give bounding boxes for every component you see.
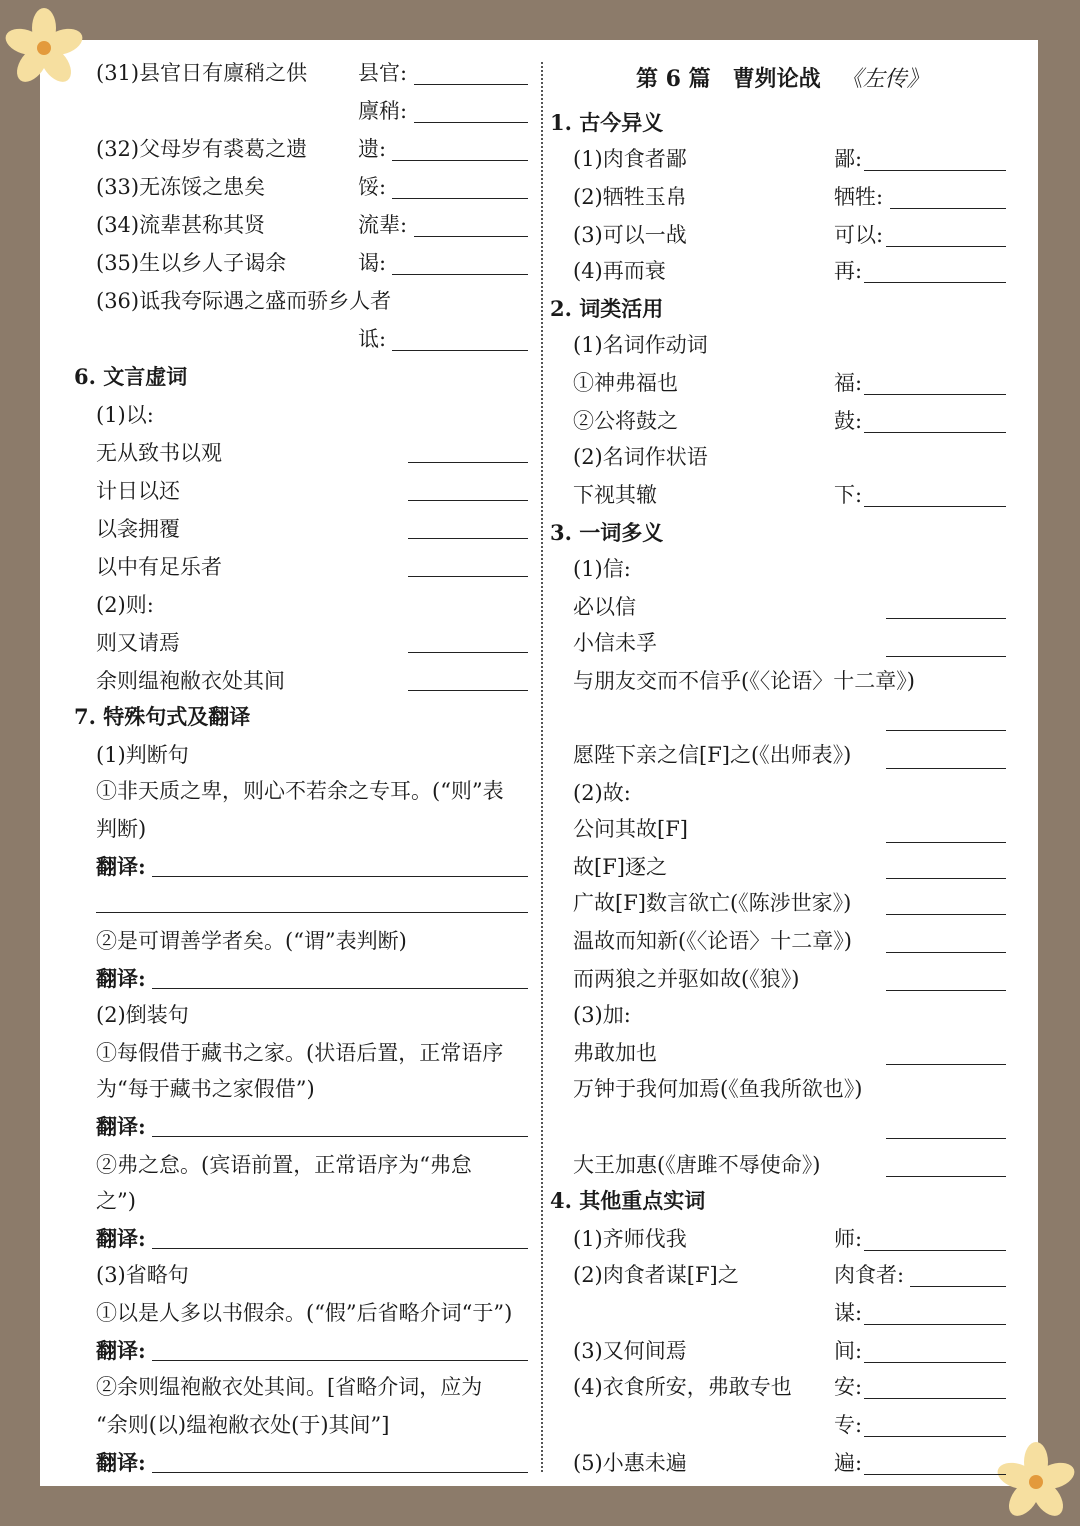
left-line: (3)省略句: [96, 1263, 189, 1287]
left-line: 以衾拥覆: [96, 517, 180, 541]
left-line: ①每假借于藏书之家。(状语后置，正常语序: [96, 1041, 504, 1065]
answer-blank[interactable]: [96, 912, 528, 913]
left-line: 以中有足乐者: [96, 555, 222, 579]
right-line: 可以:: [834, 223, 884, 247]
answer-blank[interactable]: [864, 1324, 1006, 1325]
right-line: 而两狼之并驱如故(《狼》): [573, 967, 800, 991]
right-line: (2)名词作状语: [573, 445, 708, 469]
answer-blank[interactable]: [392, 274, 528, 275]
answer-blank[interactable]: [152, 1248, 528, 1249]
answer-blank[interactable]: [890, 208, 1006, 209]
left-line: (2)倒装句: [96, 1003, 189, 1027]
right-line: 下:: [834, 483, 863, 507]
left-line: 7. 特殊句式及翻译: [74, 704, 251, 729]
left-line: 无从致书以观: [96, 441, 222, 465]
answer-blank[interactable]: [886, 878, 1006, 879]
right-line: 师:: [834, 1227, 863, 1251]
answer-blank[interactable]: [886, 768, 1006, 769]
right-line: 安:: [834, 1375, 863, 1399]
right-line: 鼓:: [834, 409, 863, 433]
left-line: ②弗之怠。(宾语前置，正常语序为“弗怠: [96, 1153, 472, 1177]
answer-blank[interactable]: [864, 170, 1006, 171]
left-line: 遗:: [358, 137, 387, 161]
left-line: 廪稍:: [358, 99, 408, 123]
answer-blank[interactable]: [864, 282, 1006, 283]
answer-blank[interactable]: [414, 122, 528, 123]
right-line: 小信未孚: [573, 631, 657, 655]
flower-icon: [2, 6, 86, 90]
right-line: (1)肉食者鄙: [573, 147, 687, 171]
right-line: 与朋友交而不信乎(《〈论语〉十二章》): [573, 669, 915, 693]
right-line: ①神弗福也: [573, 371, 678, 395]
answer-blank[interactable]: [864, 1362, 1006, 1363]
answer-blank[interactable]: [408, 462, 528, 463]
right-line: 3. 一词多义: [550, 520, 664, 545]
right-line: (4)衣食所安，弗敢专也: [573, 1375, 792, 1399]
left-line: 余则缊袍敝衣处其间: [96, 669, 285, 693]
answer-blank[interactable]: [414, 84, 528, 85]
left-line: (1)判断句: [96, 743, 189, 767]
section-title-source: 《左传》: [840, 67, 929, 92]
left-line: 流辈:: [358, 213, 408, 237]
left-line: (34)流辈甚称其贤: [96, 213, 266, 237]
right-line: 必以信: [573, 595, 636, 619]
left-line: 6. 文言虚词: [74, 364, 188, 389]
answer-blank[interactable]: [152, 1360, 528, 1361]
left-line: (35)生以乡人子谒余: [96, 251, 287, 275]
left-line: (33)无冻馁之患矣: [96, 175, 266, 199]
answer-blank[interactable]: [864, 1474, 1006, 1475]
answer-blank[interactable]: [152, 876, 528, 877]
right-line: (3)又何间焉: [573, 1339, 687, 1363]
right-line: 愿陛下亲之信[F]之(《出师表》): [573, 743, 852, 767]
answer-blank[interactable]: [408, 652, 528, 653]
answer-blank[interactable]: [864, 506, 1006, 507]
right-line: ②公将鼓之: [573, 409, 678, 433]
left-line: 为“每于藏书之家假借”): [96, 1077, 315, 1101]
right-line: (3)加:: [573, 1003, 631, 1027]
left-line: 翻译:: [96, 1450, 146, 1475]
left-line: 翻译:: [96, 966, 146, 991]
answer-blank[interactable]: [864, 1250, 1006, 1251]
answer-blank[interactable]: [864, 394, 1006, 395]
answer-blank[interactable]: [408, 500, 528, 501]
column-divider: [541, 62, 543, 1472]
answer-blank[interactable]: [392, 198, 528, 199]
answer-blank[interactable]: [414, 236, 528, 237]
answer-blank[interactable]: [886, 914, 1006, 915]
answer-blank[interactable]: [910, 1286, 1006, 1287]
left-line: 县官:: [358, 61, 408, 85]
right-line: 万钟于我何加焉(《鱼我所欲也》): [573, 1077, 863, 1101]
answer-blank[interactable]: [886, 730, 1006, 731]
right-line: 1. 古今异义: [550, 110, 664, 135]
left-line: 馁:: [358, 175, 387, 199]
right-line: (4)再而衰: [573, 259, 666, 283]
answer-blank[interactable]: [392, 350, 528, 351]
right-line: 牺牲:: [834, 185, 884, 209]
right-line: 肉食者:: [834, 1263, 905, 1287]
right-line: (1)名词作动词: [573, 333, 708, 357]
right-line: 温故而知新(《〈论语〉十二章》): [573, 929, 852, 953]
answer-blank[interactable]: [886, 952, 1006, 953]
right-line: (3)可以一战: [573, 223, 687, 247]
right-line: 大王加惠(《唐雎不辱使命》): [573, 1153, 821, 1177]
left-line: 谒:: [358, 251, 387, 275]
section-title: [636, 62, 929, 96]
right-line: 谋:: [834, 1301, 863, 1325]
right-line: (2)故:: [573, 781, 631, 805]
answer-blank[interactable]: [886, 618, 1006, 619]
answer-blank[interactable]: [886, 246, 1006, 247]
left-line: 翻译:: [96, 854, 146, 879]
answer-blank[interactable]: [152, 1472, 528, 1473]
right-line: (2)牺牲玉帛: [573, 185, 687, 209]
right-line: 间:: [834, 1339, 863, 1363]
right-line: 遍:: [834, 1451, 863, 1475]
right-line: 弗敢加也: [573, 1041, 657, 1065]
left-line: ②是可谓善学者矣。(“谓”表判断): [96, 929, 407, 953]
right-line: 故[F]逐之: [573, 855, 667, 879]
left-line: 翻译:: [96, 1338, 146, 1363]
left-line: (1)以:: [96, 403, 154, 427]
left-line: (31)县官日有廪稍之供: [96, 61, 308, 85]
left-line: 则又请焉: [96, 631, 180, 655]
right-line: (2)肉食者谋[F]之: [573, 1263, 739, 1287]
answer-blank[interactable]: [864, 1398, 1006, 1399]
right-line: (1)信:: [573, 557, 631, 581]
left-line: ①以是人多以书假余。(“假”后省略介词“于”): [96, 1301, 513, 1325]
answer-blank[interactable]: [886, 842, 1006, 843]
left-line: 翻译:: [96, 1226, 146, 1251]
right-line: 公问其故[F]: [573, 817, 688, 841]
answer-blank[interactable]: [152, 988, 528, 989]
answer-blank[interactable]: [864, 1436, 1006, 1437]
answer-blank[interactable]: [392, 160, 528, 161]
left-line: 计日以还: [96, 479, 180, 503]
answer-blank[interactable]: [886, 1064, 1006, 1065]
right-line: 再:: [834, 259, 863, 283]
answer-blank[interactable]: [864, 432, 1006, 433]
answer-blank[interactable]: [152, 1136, 528, 1137]
section-title-main: 第 6 篇 曹刿论战: [636, 66, 821, 92]
answer-blank[interactable]: [886, 1176, 1006, 1177]
right-line: (1)齐师伐我: [573, 1227, 687, 1251]
left-line: ①非天质之卑，则心不若余之专耳。(“则”表: [96, 779, 504, 803]
answer-blank[interactable]: [408, 576, 528, 577]
right-line: 福:: [834, 371, 863, 395]
right-line: 鄙:: [834, 147, 863, 171]
answer-blank[interactable]: [408, 690, 528, 691]
right-line: 4. 其他重点实词: [550, 1188, 706, 1213]
left-line: 之”): [96, 1189, 136, 1213]
right-line: 2. 词类活用: [550, 296, 664, 321]
left-line: (2)则:: [96, 593, 154, 617]
answer-blank[interactable]: [886, 1138, 1006, 1139]
right-line: 下视其辙: [573, 483, 657, 507]
right-line: (5)小惠未遍: [573, 1451, 687, 1475]
left-line: 翻译:: [96, 1114, 146, 1139]
left-line: “余则(以)缊袍敝衣处(于)其间”]: [96, 1413, 390, 1437]
left-line: 诋:: [358, 327, 387, 351]
right-line: 专:: [834, 1413, 863, 1437]
left-line: (32)父母岁有裘葛之遗: [96, 137, 308, 161]
flower-icon: [994, 1440, 1078, 1524]
answer-blank[interactable]: [886, 656, 1006, 657]
left-line: 判断): [96, 817, 147, 841]
left-line: (36)诋我夸际遇之盛而骄乡人者: [96, 289, 392, 313]
right-line: 广故[F]数言欲亡(《陈涉世家》): [573, 891, 852, 915]
answer-blank[interactable]: [408, 538, 528, 539]
left-line: ②余则缊袍敝衣处其间。[省略介词，应为: [96, 1375, 483, 1399]
answer-blank[interactable]: [886, 990, 1006, 991]
